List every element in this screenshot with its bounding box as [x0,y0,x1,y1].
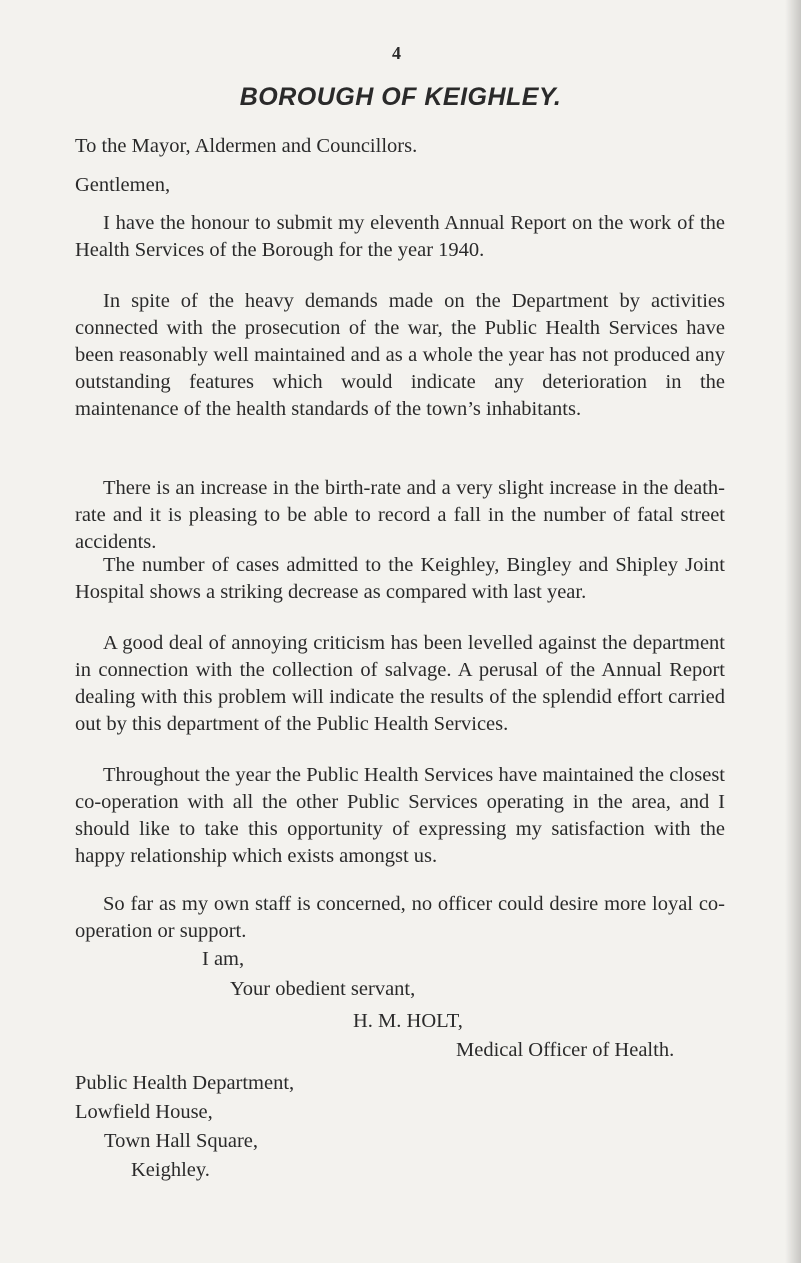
paragraph-salvage-criticism: A good deal of annoying criticism has been levelled against the department in connection with the collection of salvage. A perusal of the Annual Report dealing with this problem will indicate the results of the splendid effort carried out by this department of the Public Health Services. [75,632,725,735]
closing-obedient-servant: Your obedient servant, [230,978,416,1000]
paragraph-services-maintained: In spite of the heavy demands made on the Department by activities connected with the prosecution of the war, the Public Health Services have been reasonably well maintained and as a whole the year has not produced any outstanding features which would indicate any deterioration in the maintenance of the health standards of the town’s inhabitants. [75,290,725,420]
page-number: 4 [392,43,401,63]
address-line-town: Keighley. [131,1159,210,1181]
paragraph-birth-death-rate: There is an increase in the birth-rate and a very slight increase in the death-rate and it is pleasing to be able to record a fall in the number of fatal street accidents. [75,477,725,553]
paragraph-report-intro: I have the honour to submit my eleventh Annual Report on the work of the Health Services of the Borough for the year 1940. [75,212,725,261]
paragraph-co-operation: Throughout the year the Public Health Services have maintained the closest co-operation with all the other Public Services operating in the area, and I should like to take this opportunity of expressing my satisfaction with the happy relationship which exists amongst us. [75,764,725,867]
signatory-name: H. M. HOLT, [353,1010,463,1032]
address-line-department: Public Health Department, [75,1072,295,1094]
addressee-line: To the Mayor, Aldermen and Councillors. [75,135,418,157]
closing-i-am: I am, [202,948,245,970]
paragraph-staff: So far as my own staff is concerned, no officer could desire more loyal co-operation or support. [75,893,725,942]
address-line-square: Town Hall Square, [104,1130,258,1152]
salutation: Gentlemen, [75,174,171,196]
report-heading: BOROUGH OF KEIGHLEY. [239,83,562,111]
page-edge-shadow [785,0,801,1263]
signatory-title: Medical Officer of Health. [456,1039,675,1061]
address-line-house: Lowfield House, [75,1101,213,1123]
paragraph-hospital-admissions: The number of cases admitted to the Keighley, Bingley and Shipley Joint Hospital shows a striking decrease as compared with last year. [75,554,725,603]
